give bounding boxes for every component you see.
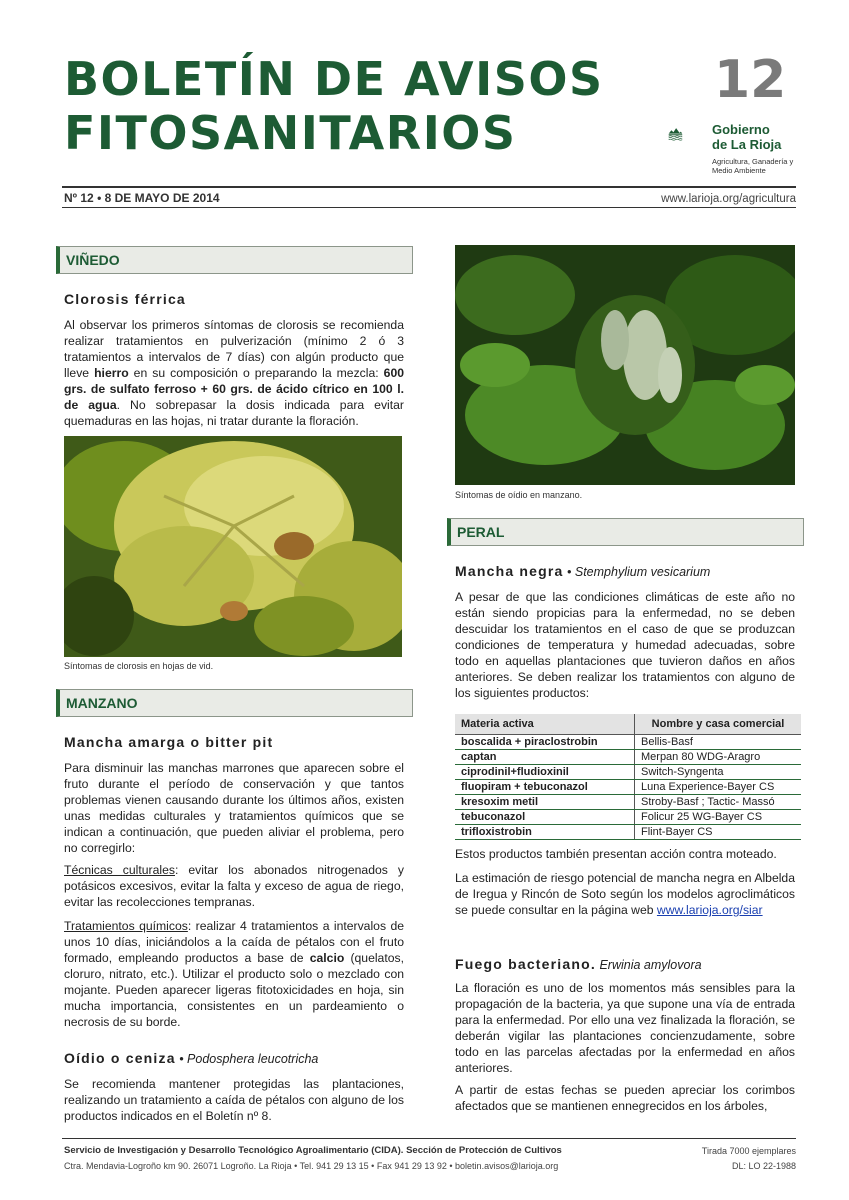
section-vinedo: VIÑEDO	[56, 246, 413, 274]
paragraph-mancha-negra: A pesar de que las condiciones climáticas de este año no están siendo propicias para la enfermedad, no se deben descuidar los tratamientos en el caso de que se produzcan condiciones de temperatura y humedad adecuadas, sobre todo en aquellas plantaciones que tuvieron daños en años anteriores. Se deben realizar los tratamientos con alguno de los siguientes productos:	[455, 590, 795, 700]
paragraph-riesgo: La estimación de riesgo potencial de mancha negra en Albelda de Iregua y Rincón de Soto según los modelos agroclimáticos se puede consultar en la página web www.larioja.org/siar	[455, 871, 795, 917]
cell-nombre: Merpan 80 WDG-Aragro	[635, 750, 802, 765]
paragraph-fuego-2: A partir de estas fechas se pueden apreciar los corimbos afectados que se mantienen ennegrecidos en los árboles,	[455, 1083, 795, 1113]
logo-subtitle: Agricultura, Ganadería y Medio Ambiente	[712, 157, 794, 175]
paragraph-oidio: Se recomienda mantener protegidas las plantaciones, realizando un tratamiento a caída de pétalos con alguno de los productos indicados en el Boletín nº 8.	[64, 1077, 404, 1123]
table-row	[455, 735, 801, 750]
cell-materia: ciprodinil+fludioxinil	[455, 765, 635, 780]
cell-nombre: Flint-Bayer CS	[635, 825, 802, 840]
paragraph-fuego-1: La floración es uno de los momentos más sensibles para la propagación de la bacteria, ya que supone una vía de entrada para la enfermedad. Por ello una vez finalizada la floración, se deberán vigilar las plantaciones concienzudamente, sobre todo en las parcelas afectadas por la enfermedad en años anteriores.	[455, 981, 795, 1075]
website-link[interactable]: www.larioja.org/agricultura	[661, 193, 796, 205]
cell-nombre: Switch-Syngenta	[635, 765, 802, 780]
photo-apple-oidium	[455, 245, 795, 485]
paragraph-moteado: Estos productos también presentan acción contra moteado.	[455, 847, 777, 861]
paragraph-bitter-pit: Para disminuir las manchas marrones que aparecen sobre el fruto durante el período de conservación y que tantos problemas vienen causando durante los últimos años, existen unas medidas culturales y tratamientos químicos que se indican a continuación, que pueden aliviar el problema, pero no corregirlo:	[64, 761, 404, 855]
table-header-row	[455, 714, 801, 735]
heading-mancha-negra: Mancha negra • Stemphylium vesicarium	[455, 563, 711, 579]
header-rule-bottom	[62, 207, 796, 208]
cell-nombre: Folicur 25 WG-Bayer CS	[635, 810, 802, 825]
cell-nombre: Luna Experience-Bayer CS	[635, 780, 802, 795]
bulletin-title	[64, 52, 604, 160]
cell-nombre: Stroby-Basf ; Tactic- Massó	[635, 795, 802, 810]
footer-rule	[62, 1138, 796, 1139]
paragraph-tratamientos-quimicos: Tratamientos químicos: realizar 4 tratamientos a intervalos de unos 10 días, iniciándolos a la caída de pétalos con el fruto formado, empleando productos a base de calcio (quelatos, cloruro, nitrato, etc.). Utilizar el producto solo o mezclado con mojante. Pueden aparecer ligeras fitotoxicidades en hoja, sin mucha importancia, consistentes en un pardeamiento o necrosis de su borde.	[64, 919, 405, 1029]
footer-organization: Servicio de Investigación y Desarrollo Tecnológico Agroalimentario (CIDA). Sección de Protección de Cultivos	[64, 1145, 562, 1156]
section-manzano: MANZANO	[56, 689, 413, 717]
products-table	[455, 714, 801, 840]
section-peral: PERAL	[447, 518, 804, 546]
logo-text-line-2: de La Rioja	[712, 137, 782, 152]
caption-oidio: Síntomas de oídio en manzano.	[455, 490, 583, 500]
issue-date: Nº 12 • 8 DE MAYO DE 2014	[64, 191, 220, 205]
photo-vine-leaves	[64, 436, 402, 657]
footer-tirada: Tirada 7000 ejemplares	[701, 1146, 796, 1156]
caption-clorosis: Síntomas de clorosis en hojas de vid.	[64, 661, 214, 671]
table-row	[455, 765, 801, 780]
cell-materia: boscalida + piraclostrobin	[455, 735, 635, 750]
cell-materia: captan	[455, 750, 635, 765]
column-header-nombre: Nombre y casa comercial	[635, 714, 802, 735]
heading-oidio: Oídio o ceniza • Podosphera leucotricha	[64, 1050, 319, 1066]
header-rule-top	[62, 186, 796, 188]
paragraph-clorosis: Al observar los primeros síntomas de clorosis se recomienda realizar tratamientos en pulverización (mínimo 2 ó 3 tratamientos a intervalos de 7 días) con algún producto que lleve hierro en su composición o preparando la mezcla: 600 grs. de sulfato ferroso + 60 grs. de ácido cítrico en 100 l. de agua. No sobrepasar la dosis indicada para evitar quemaduras en las hojas, ni tratar durante la floración.	[64, 318, 405, 428]
siar-link[interactable]: www.larioja.org/siar	[656, 903, 763, 917]
cell-nombre: Bellis-Basf	[635, 735, 802, 750]
cell-materia: kresoxim metil	[455, 795, 635, 810]
logo-text-line-1: Gobierno	[712, 122, 770, 137]
table-row	[455, 810, 801, 825]
issue-number: 12	[714, 50, 787, 110]
heading-bitter-pit: Mancha amarga o bitter pit	[64, 734, 274, 750]
la-rioja-emblem-icon	[668, 116, 712, 160]
title-line-2: FITOSANITARIOS	[64, 106, 517, 160]
cell-materia: trifloxistrobin	[455, 825, 635, 840]
footer-contact: Ctra. Mendavia-Logroño km 90. 26071 Logroño. La Rioja • Tel. 941 29 13 15 • Fax 941 29 13 92 • boletin.avisos@larioja.org	[64, 1161, 559, 1171]
footer-deposito-legal: DL: LO 22-1988	[731, 1161, 796, 1171]
cell-materia: tebuconazol	[455, 810, 635, 825]
table-row	[455, 750, 801, 765]
title-line-1: BOLETÍN DE AVISOS	[64, 52, 604, 106]
table-row	[455, 780, 801, 795]
table-row	[455, 825, 801, 840]
paragraph-tecnicas-culturales: Técnicas culturales: evitar los abonados nitrogenados y potásicos excesivos, evitar la falta y exceso de agua de riego, evitar las recolecciones tempranas.	[64, 863, 404, 909]
table-row	[455, 795, 801, 810]
cell-materia: fluopiram + tebuconazol	[455, 780, 635, 795]
column-header-materia: Materia activa	[455, 714, 635, 735]
heading-clorosis: Clorosis férrica	[64, 291, 186, 307]
heading-fuego-bacteriano: Fuego bacteriano. Erwinia amylovora	[455, 956, 702, 972]
